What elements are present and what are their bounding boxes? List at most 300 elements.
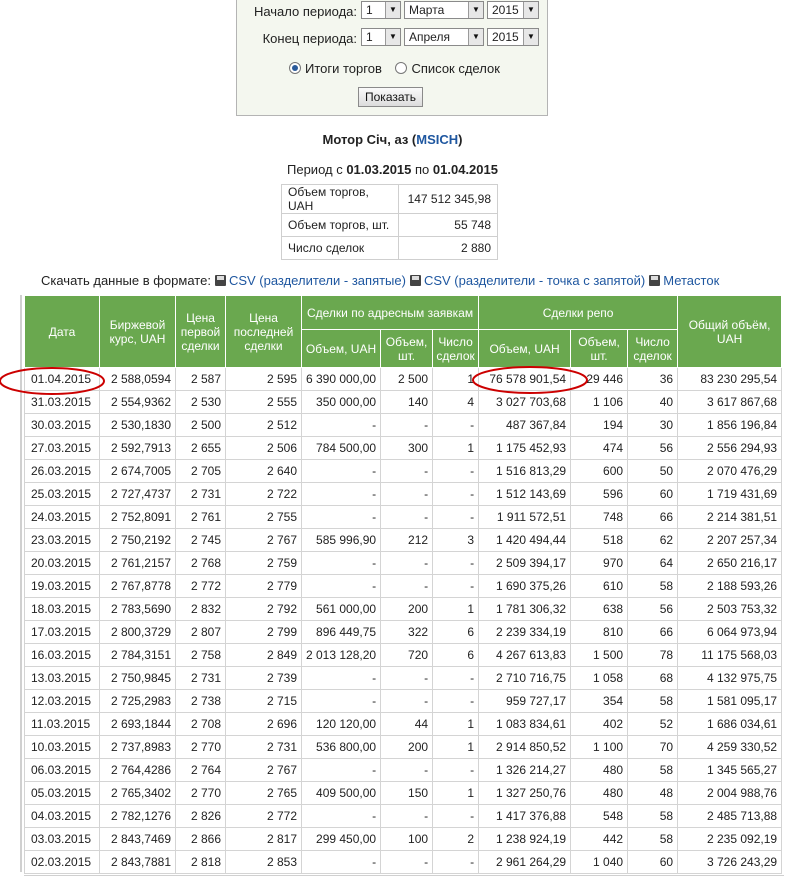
cell-repo-volume-uah: 487 367,84 <box>479 414 571 437</box>
cell-last-price: 2 555 <box>226 391 302 414</box>
table-row <box>25 782 782 805</box>
cell-last-price: 2 722 <box>226 483 302 506</box>
table-row <box>25 414 782 437</box>
cell-first-price: 2 761 <box>176 506 226 529</box>
col-header-addr-volume-pcs[interactable]: Объем, шт. <box>381 330 433 368</box>
table-row <box>25 851 782 874</box>
cell-addr-volume-uah: - <box>302 552 381 575</box>
cell-total-volume: 2 070 476,29 <box>678 460 782 483</box>
summary-row <box>282 214 498 237</box>
cell-total-volume: 6 064 973,94 <box>678 621 782 644</box>
cell-first-price: 2 826 <box>176 805 226 828</box>
cell-repo-count: 58 <box>628 690 678 713</box>
table-row <box>25 552 782 575</box>
ticker-link[interactable]: MSICH <box>416 132 459 147</box>
cell-addr-count: - <box>433 759 479 782</box>
cell-total-volume: 2 503 753,32 <box>678 598 782 621</box>
cell-addr-count: 1 <box>433 736 479 759</box>
cell-rate: 2 752,8091 <box>100 506 176 529</box>
chevron-down-icon: ▼ <box>523 29 538 45</box>
cell-first-price: 2 807 <box>176 621 226 644</box>
cell-first-price: 2 758 <box>176 644 226 667</box>
cell-addr-volume-pcs: - <box>381 851 433 874</box>
cell-last-price: 2 640 <box>226 460 302 483</box>
table-row <box>25 529 782 552</box>
cell-rate: 2 764,4286 <box>100 759 176 782</box>
cell-first-price: 2 770 <box>176 736 226 759</box>
cell-last-price: 2 739 <box>226 667 302 690</box>
cell-addr-volume-pcs: 322 <box>381 621 433 644</box>
cell-last-price: 2 759 <box>226 552 302 575</box>
cell-last-price: 2 731 <box>226 736 302 759</box>
cell-last-price: 2 512 <box>226 414 302 437</box>
col-group-address-deals: Сделки по адресным заявкам <box>302 296 479 330</box>
start-period-label: Начало периода: <box>253 4 357 19</box>
cell-repo-volume-uah: 1 516 813,29 <box>479 460 571 483</box>
cell-repo-volume-uah: 1 911 572,51 <box>479 506 571 529</box>
cell-repo-volume-uah: 2 961 264,29 <box>479 851 571 874</box>
cell-date: 23.03.2015 <box>25 529 100 552</box>
summary-value: 2 880 <box>399 237 498 260</box>
cell-total-volume: 2 556 294,93 <box>678 437 782 460</box>
cell-last-price: 2 767 <box>226 759 302 782</box>
cell-repo-volume-uah: 1 690 375,26 <box>479 575 571 598</box>
cell-total-volume: 2 235 092,19 <box>678 828 782 851</box>
cell-repo-count: 50 <box>628 460 678 483</box>
cell-date: 12.03.2015 <box>25 690 100 713</box>
cell-repo-volume-pcs: 548 <box>571 805 628 828</box>
cell-repo-volume-pcs: 518 <box>571 529 628 552</box>
cell-date: 26.03.2015 <box>25 460 100 483</box>
table-row <box>25 437 782 460</box>
start-period-row <box>237 1 547 21</box>
download-label: Скачать данные в формате: <box>41 273 211 288</box>
cell-rate: 2 592,7913 <box>100 437 176 460</box>
cell-date: 27.03.2015 <box>25 437 100 460</box>
start-day-value: 1 <box>366 3 373 17</box>
cell-repo-volume-uah: 1 326 214,27 <box>479 759 571 782</box>
cell-repo-volume-pcs: 1 058 <box>571 667 628 690</box>
cell-addr-count: - <box>433 506 479 529</box>
cell-addr-count: 2 <box>433 828 479 851</box>
cell-repo-count: 40 <box>628 391 678 414</box>
cell-addr-volume-pcs: 212 <box>381 529 433 552</box>
cell-repo-volume-pcs: 1 040 <box>571 851 628 874</box>
cell-date: 06.03.2015 <box>25 759 100 782</box>
table-row <box>25 736 782 759</box>
col-header-addr-volume-uah[interactable]: Объем, UAH <box>302 330 381 368</box>
cell-total-volume: 2 004 988,76 <box>678 782 782 805</box>
cell-addr-count: - <box>433 690 479 713</box>
cell-addr-volume-uah: 896 449,75 <box>302 621 381 644</box>
cell-addr-volume-uah: - <box>302 667 381 690</box>
col-header-addr-count[interactable]: Число сделок <box>433 330 479 368</box>
cell-repo-count: 58 <box>628 759 678 782</box>
cell-addr-volume-pcs: 200 <box>381 598 433 621</box>
cell-last-price: 2 767 <box>226 529 302 552</box>
cell-total-volume: 2 214 381,51 <box>678 506 782 529</box>
radio-deals-label: Список сделок <box>411 61 500 76</box>
cell-addr-volume-uah: 561 000,00 <box>302 598 381 621</box>
cell-rate: 2 554,9362 <box>100 391 176 414</box>
col-header-first-price[interactable]: Цена первой сделки <box>176 296 226 368</box>
col-group-repo-deals: Сделки репо <box>479 296 678 330</box>
cell-date: 02.03.2015 <box>25 851 100 874</box>
cell-addr-volume-uah: 299 450,00 <box>302 828 381 851</box>
cell-repo-volume-pcs: 480 <box>571 782 628 805</box>
table-row <box>25 690 782 713</box>
cell-addr-count: - <box>433 851 479 874</box>
cell-date: 04.03.2015 <box>25 805 100 828</box>
cell-repo-count: 48 <box>628 782 678 805</box>
cell-repo-volume-pcs: 1 500 <box>571 644 628 667</box>
summary-label: Объем торгов, UAH <box>282 185 399 214</box>
cell-first-price: 2 738 <box>176 690 226 713</box>
period-to: 01.04.2015 <box>432 162 498 177</box>
cell-repo-volume-uah: 1 327 250,76 <box>479 782 571 805</box>
download-metastock-link[interactable]: Метасток <box>663 273 720 288</box>
period-from: 01.03.2015 <box>346 162 412 177</box>
cell-rate: 2 693,1844 <box>100 713 176 736</box>
col-header-repo-volume-uah[interactable]: Объем, UAH <box>479 330 571 368</box>
cell-last-price: 2 696 <box>226 713 302 736</box>
cell-repo-count: 64 <box>628 552 678 575</box>
show-button[interactable]: Показать <box>358 87 423 107</box>
cell-rate: 2 727,4737 <box>100 483 176 506</box>
cell-addr-count: 3 <box>433 529 479 552</box>
cell-rate: 2 588,0594 <box>100 368 176 391</box>
chevron-down-icon: ▼ <box>385 29 400 45</box>
cell-first-price: 2 764 <box>176 759 226 782</box>
cell-date: 24.03.2015 <box>25 506 100 529</box>
cell-first-price: 2 731 <box>176 483 226 506</box>
end-day-value: 1 <box>366 30 373 44</box>
cell-repo-count: 58 <box>628 575 678 598</box>
cell-addr-volume-pcs: 150 <box>381 782 433 805</box>
col-header-rate[interactable]: Биржевой курс, UAH <box>100 296 176 368</box>
cell-date: 10.03.2015 <box>25 736 100 759</box>
cell-first-price: 2 731 <box>176 667 226 690</box>
cell-repo-volume-uah: 4 267 613,83 <box>479 644 571 667</box>
cell-date: 13.03.2015 <box>25 667 100 690</box>
cell-rate: 2 530,1830 <box>100 414 176 437</box>
cell-last-price: 2 595 <box>226 368 302 391</box>
end-day-select[interactable] <box>361 28 401 46</box>
cell-total-volume: 2 207 257,34 <box>678 529 782 552</box>
cell-repo-count: 66 <box>628 621 678 644</box>
cell-first-price: 2 530 <box>176 391 226 414</box>
table-bottom-border <box>24 875 784 876</box>
cell-addr-count: 4 <box>433 391 479 414</box>
start-month-value: Марта <box>409 3 445 17</box>
table-header-row <box>25 296 782 330</box>
cell-total-volume: 1 686 034,61 <box>678 713 782 736</box>
cell-addr-volume-pcs: 140 <box>381 391 433 414</box>
cell-last-price: 2 853 <box>226 851 302 874</box>
cell-total-volume: 3 726 243,29 <box>678 851 782 874</box>
cell-repo-volume-uah: 1 512 143,69 <box>479 483 571 506</box>
cell-repo-volume-pcs: 596 <box>571 483 628 506</box>
cell-first-price: 2 768 <box>176 552 226 575</box>
cell-date: 03.03.2015 <box>25 828 100 851</box>
cell-date: 01.04.2015 <box>25 368 100 391</box>
cell-repo-count: 56 <box>628 437 678 460</box>
cell-repo-count: 62 <box>628 529 678 552</box>
radio-totals-label: Итоги торгов <box>305 61 382 76</box>
table-row <box>25 667 782 690</box>
cell-total-volume: 83 230 295,54 <box>678 368 782 391</box>
cell-date: 05.03.2015 <box>25 782 100 805</box>
cell-repo-volume-pcs: 442 <box>571 828 628 851</box>
cell-repo-volume-uah: 1 083 834,61 <box>479 713 571 736</box>
cell-total-volume: 4 132 975,75 <box>678 667 782 690</box>
cell-last-price: 2 849 <box>226 644 302 667</box>
cell-rate: 2 674,7005 <box>100 460 176 483</box>
cell-repo-volume-pcs: 600 <box>571 460 628 483</box>
cell-first-price: 2 770 <box>176 782 226 805</box>
cell-repo-volume-pcs: 402 <box>571 713 628 736</box>
cell-addr-count: 1 <box>433 713 479 736</box>
summary-table <box>281 184 498 260</box>
cell-addr-volume-pcs: - <box>381 690 433 713</box>
cell-total-volume: 1 345 565,27 <box>678 759 782 782</box>
summary-label: Число сделок <box>282 237 399 260</box>
cell-addr-volume-pcs: 44 <box>381 713 433 736</box>
cell-repo-volume-uah: 1 781 306,32 <box>479 598 571 621</box>
cell-addr-count: - <box>433 460 479 483</box>
start-year-value: 2015 <box>492 3 519 17</box>
cell-addr-count: 6 <box>433 644 479 667</box>
cell-repo-count: 56 <box>628 598 678 621</box>
table-left-border <box>20 295 22 872</box>
chevron-down-icon: ▼ <box>468 2 483 18</box>
cell-repo-count: 58 <box>628 828 678 851</box>
cell-rate: 2 765,3402 <box>100 782 176 805</box>
col-header-last-price[interactable]: Цена последней сделки <box>226 296 302 368</box>
cell-total-volume: 1 581 095,17 <box>678 690 782 713</box>
cell-last-price: 2 765 <box>226 782 302 805</box>
end-month-select[interactable] <box>404 28 484 46</box>
cell-addr-volume-pcs: 2 500 <box>381 368 433 391</box>
cell-date: 31.03.2015 <box>25 391 100 414</box>
cell-last-price: 2 792 <box>226 598 302 621</box>
start-year-select[interactable] <box>487 1 539 19</box>
cell-rate: 2 783,5690 <box>100 598 176 621</box>
cell-repo-volume-uah: 2 710 716,75 <box>479 667 571 690</box>
cell-addr-volume-uah: - <box>302 460 381 483</box>
cell-total-volume: 2 650 216,17 <box>678 552 782 575</box>
cell-repo-volume-uah: 2 239 334,19 <box>479 621 571 644</box>
table-row <box>25 598 782 621</box>
table-row <box>25 368 782 391</box>
cell-addr-count: 1 <box>433 368 479 391</box>
cell-addr-count: - <box>433 483 479 506</box>
cell-addr-volume-uah: 6 390 000,00 <box>302 368 381 391</box>
cell-repo-volume-pcs: 354 <box>571 690 628 713</box>
cell-repo-volume-pcs: 1 106 <box>571 391 628 414</box>
cell-addr-volume-uah: - <box>302 690 381 713</box>
cell-repo-volume-uah: 2 509 394,17 <box>479 552 571 575</box>
cell-addr-volume-pcs: - <box>381 552 433 575</box>
cell-addr-count: - <box>433 575 479 598</box>
table-row <box>25 483 782 506</box>
cell-rate: 2 750,9845 <box>100 667 176 690</box>
cell-repo-count: 58 <box>628 805 678 828</box>
cell-addr-volume-uah: - <box>302 414 381 437</box>
cell-repo-volume-pcs: 480 <box>571 759 628 782</box>
cell-addr-volume-pcs: - <box>381 805 433 828</box>
cell-total-volume: 4 259 330,52 <box>678 736 782 759</box>
cell-first-price: 2 866 <box>176 828 226 851</box>
cell-repo-volume-pcs: 194 <box>571 414 628 437</box>
cell-repo-volume-uah: 2 914 850,52 <box>479 736 571 759</box>
period-filter-panel <box>236 0 548 116</box>
cell-rate: 2 767,8778 <box>100 575 176 598</box>
table-row <box>25 575 782 598</box>
table-row <box>25 644 782 667</box>
radio-unchecked-icon <box>395 62 407 74</box>
floppy-disk-icon <box>410 275 421 286</box>
end-year-value: 2015 <box>492 30 519 44</box>
cell-rate: 2 761,2157 <box>100 552 176 575</box>
cell-last-price: 2 817 <box>226 828 302 851</box>
cell-last-price: 2 755 <box>226 506 302 529</box>
table-row <box>25 805 782 828</box>
table-row <box>25 759 782 782</box>
cell-addr-volume-uah: - <box>302 759 381 782</box>
cell-addr-count: - <box>433 414 479 437</box>
col-header-repo-count[interactable]: Число сделок <box>628 330 678 368</box>
cell-repo-count: 78 <box>628 644 678 667</box>
cell-last-price: 2 506 <box>226 437 302 460</box>
start-day-select[interactable] <box>361 1 401 19</box>
cell-addr-count: 6 <box>433 621 479 644</box>
cell-last-price: 2 715 <box>226 690 302 713</box>
cell-date: 25.03.2015 <box>25 483 100 506</box>
cell-repo-volume-pcs: 1 100 <box>571 736 628 759</box>
table-row <box>25 391 782 414</box>
cell-first-price: 2 772 <box>176 575 226 598</box>
cell-first-price: 2 500 <box>176 414 226 437</box>
cell-date: 16.03.2015 <box>25 644 100 667</box>
cell-repo-volume-uah: 959 727,17 <box>479 690 571 713</box>
cell-last-price: 2 772 <box>226 805 302 828</box>
cell-repo-count: 36 <box>628 368 678 391</box>
cell-addr-volume-pcs: - <box>381 460 433 483</box>
title-close-paren: ) <box>458 132 463 147</box>
summary-row <box>282 185 498 214</box>
floppy-disk-icon <box>215 275 226 286</box>
radio-deals[interactable] <box>395 61 499 76</box>
cell-total-volume: 3 617 867,68 <box>678 391 782 414</box>
cell-date: 19.03.2015 <box>25 575 100 598</box>
download-csv-comma-link[interactable]: CSV (разделители - запятые) <box>228 273 406 288</box>
cell-addr-count: - <box>433 667 479 690</box>
cell-addr-volume-uah: - <box>302 506 381 529</box>
cell-repo-volume-uah: 3 027 703,68 <box>479 391 571 414</box>
cell-repo-count: 66 <box>628 506 678 529</box>
cell-repo-volume-pcs: 610 <box>571 575 628 598</box>
download-links <box>41 273 719 288</box>
cell-addr-volume-uah: 536 800,00 <box>302 736 381 759</box>
radio-checked-icon <box>289 62 301 74</box>
col-header-total-volume[interactable]: Общий объём, UAH <box>678 296 782 368</box>
cell-addr-count: - <box>433 552 479 575</box>
cell-total-volume: 1 856 196,84 <box>678 414 782 437</box>
period-prefix: Период с <box>287 162 347 177</box>
radio-totals[interactable] <box>289 61 382 76</box>
cell-addr-volume-uah: 409 500,00 <box>302 782 381 805</box>
cell-repo-volume-pcs: 638 <box>571 598 628 621</box>
cell-rate: 2 843,7469 <box>100 828 176 851</box>
period-middle: по <box>411 162 433 177</box>
cell-date: 17.03.2015 <box>25 621 100 644</box>
trades-table <box>24 295 782 874</box>
table-row <box>25 460 782 483</box>
cell-addr-count: - <box>433 805 479 828</box>
cell-first-price: 2 587 <box>176 368 226 391</box>
page-title <box>0 132 785 147</box>
end-period-row <box>237 28 547 48</box>
cell-repo-volume-uah: 76 578 901,54 <box>479 368 571 391</box>
floppy-disk-icon <box>649 275 660 286</box>
cell-repo-count: 70 <box>628 736 678 759</box>
start-month-select[interactable] <box>404 1 484 19</box>
cell-rate: 2 725,2983 <box>100 690 176 713</box>
summary-value: 55 748 <box>399 214 498 237</box>
cell-first-price: 2 832 <box>176 598 226 621</box>
cell-date: 30.03.2015 <box>25 414 100 437</box>
cell-rate: 2 782,1276 <box>100 805 176 828</box>
cell-first-price: 2 818 <box>176 851 226 874</box>
col-header-date[interactable]: Дата <box>25 296 100 368</box>
report-type-radios <box>289 61 500 76</box>
chevron-down-icon: ▼ <box>385 2 400 18</box>
table-row <box>25 506 782 529</box>
cell-addr-volume-uah: - <box>302 805 381 828</box>
cell-addr-volume-pcs: 720 <box>381 644 433 667</box>
cell-rate: 2 800,3729 <box>100 621 176 644</box>
cell-addr-volume-uah: 120 120,00 <box>302 713 381 736</box>
cell-rate: 2 750,2192 <box>100 529 176 552</box>
col-header-repo-volume-pcs[interactable]: Объем, шт. <box>571 330 628 368</box>
cell-addr-count: 1 <box>433 437 479 460</box>
cell-repo-volume-uah: 1 175 452,93 <box>479 437 571 460</box>
chevron-down-icon: ▼ <box>523 2 538 18</box>
cell-addr-count: 1 <box>433 598 479 621</box>
cell-repo-count: 60 <box>628 851 678 874</box>
cell-first-price: 2 655 <box>176 437 226 460</box>
cell-addr-volume-uah: - <box>302 575 381 598</box>
cell-last-price: 2 779 <box>226 575 302 598</box>
cell-repo-volume-pcs: 810 <box>571 621 628 644</box>
cell-addr-volume-uah: 585 996,90 <box>302 529 381 552</box>
table-row <box>25 713 782 736</box>
cell-first-price: 2 745 <box>176 529 226 552</box>
cell-total-volume: 11 175 568,03 <box>678 644 782 667</box>
download-csv-semicolon-link[interactable]: CSV (разделители - точка с запятой) <box>423 273 646 288</box>
end-month-value: Апреля <box>409 30 450 44</box>
cell-addr-volume-uah: 350 000,00 <box>302 391 381 414</box>
cell-addr-volume-pcs: 200 <box>381 736 433 759</box>
table-row <box>25 621 782 644</box>
cell-total-volume: 2 188 593,26 <box>678 575 782 598</box>
cell-addr-volume-pcs: - <box>381 667 433 690</box>
cell-repo-volume-uah: 1 417 376,88 <box>479 805 571 828</box>
cell-addr-volume-pcs: 300 <box>381 437 433 460</box>
end-year-select[interactable] <box>487 28 539 46</box>
cell-repo-count: 52 <box>628 713 678 736</box>
